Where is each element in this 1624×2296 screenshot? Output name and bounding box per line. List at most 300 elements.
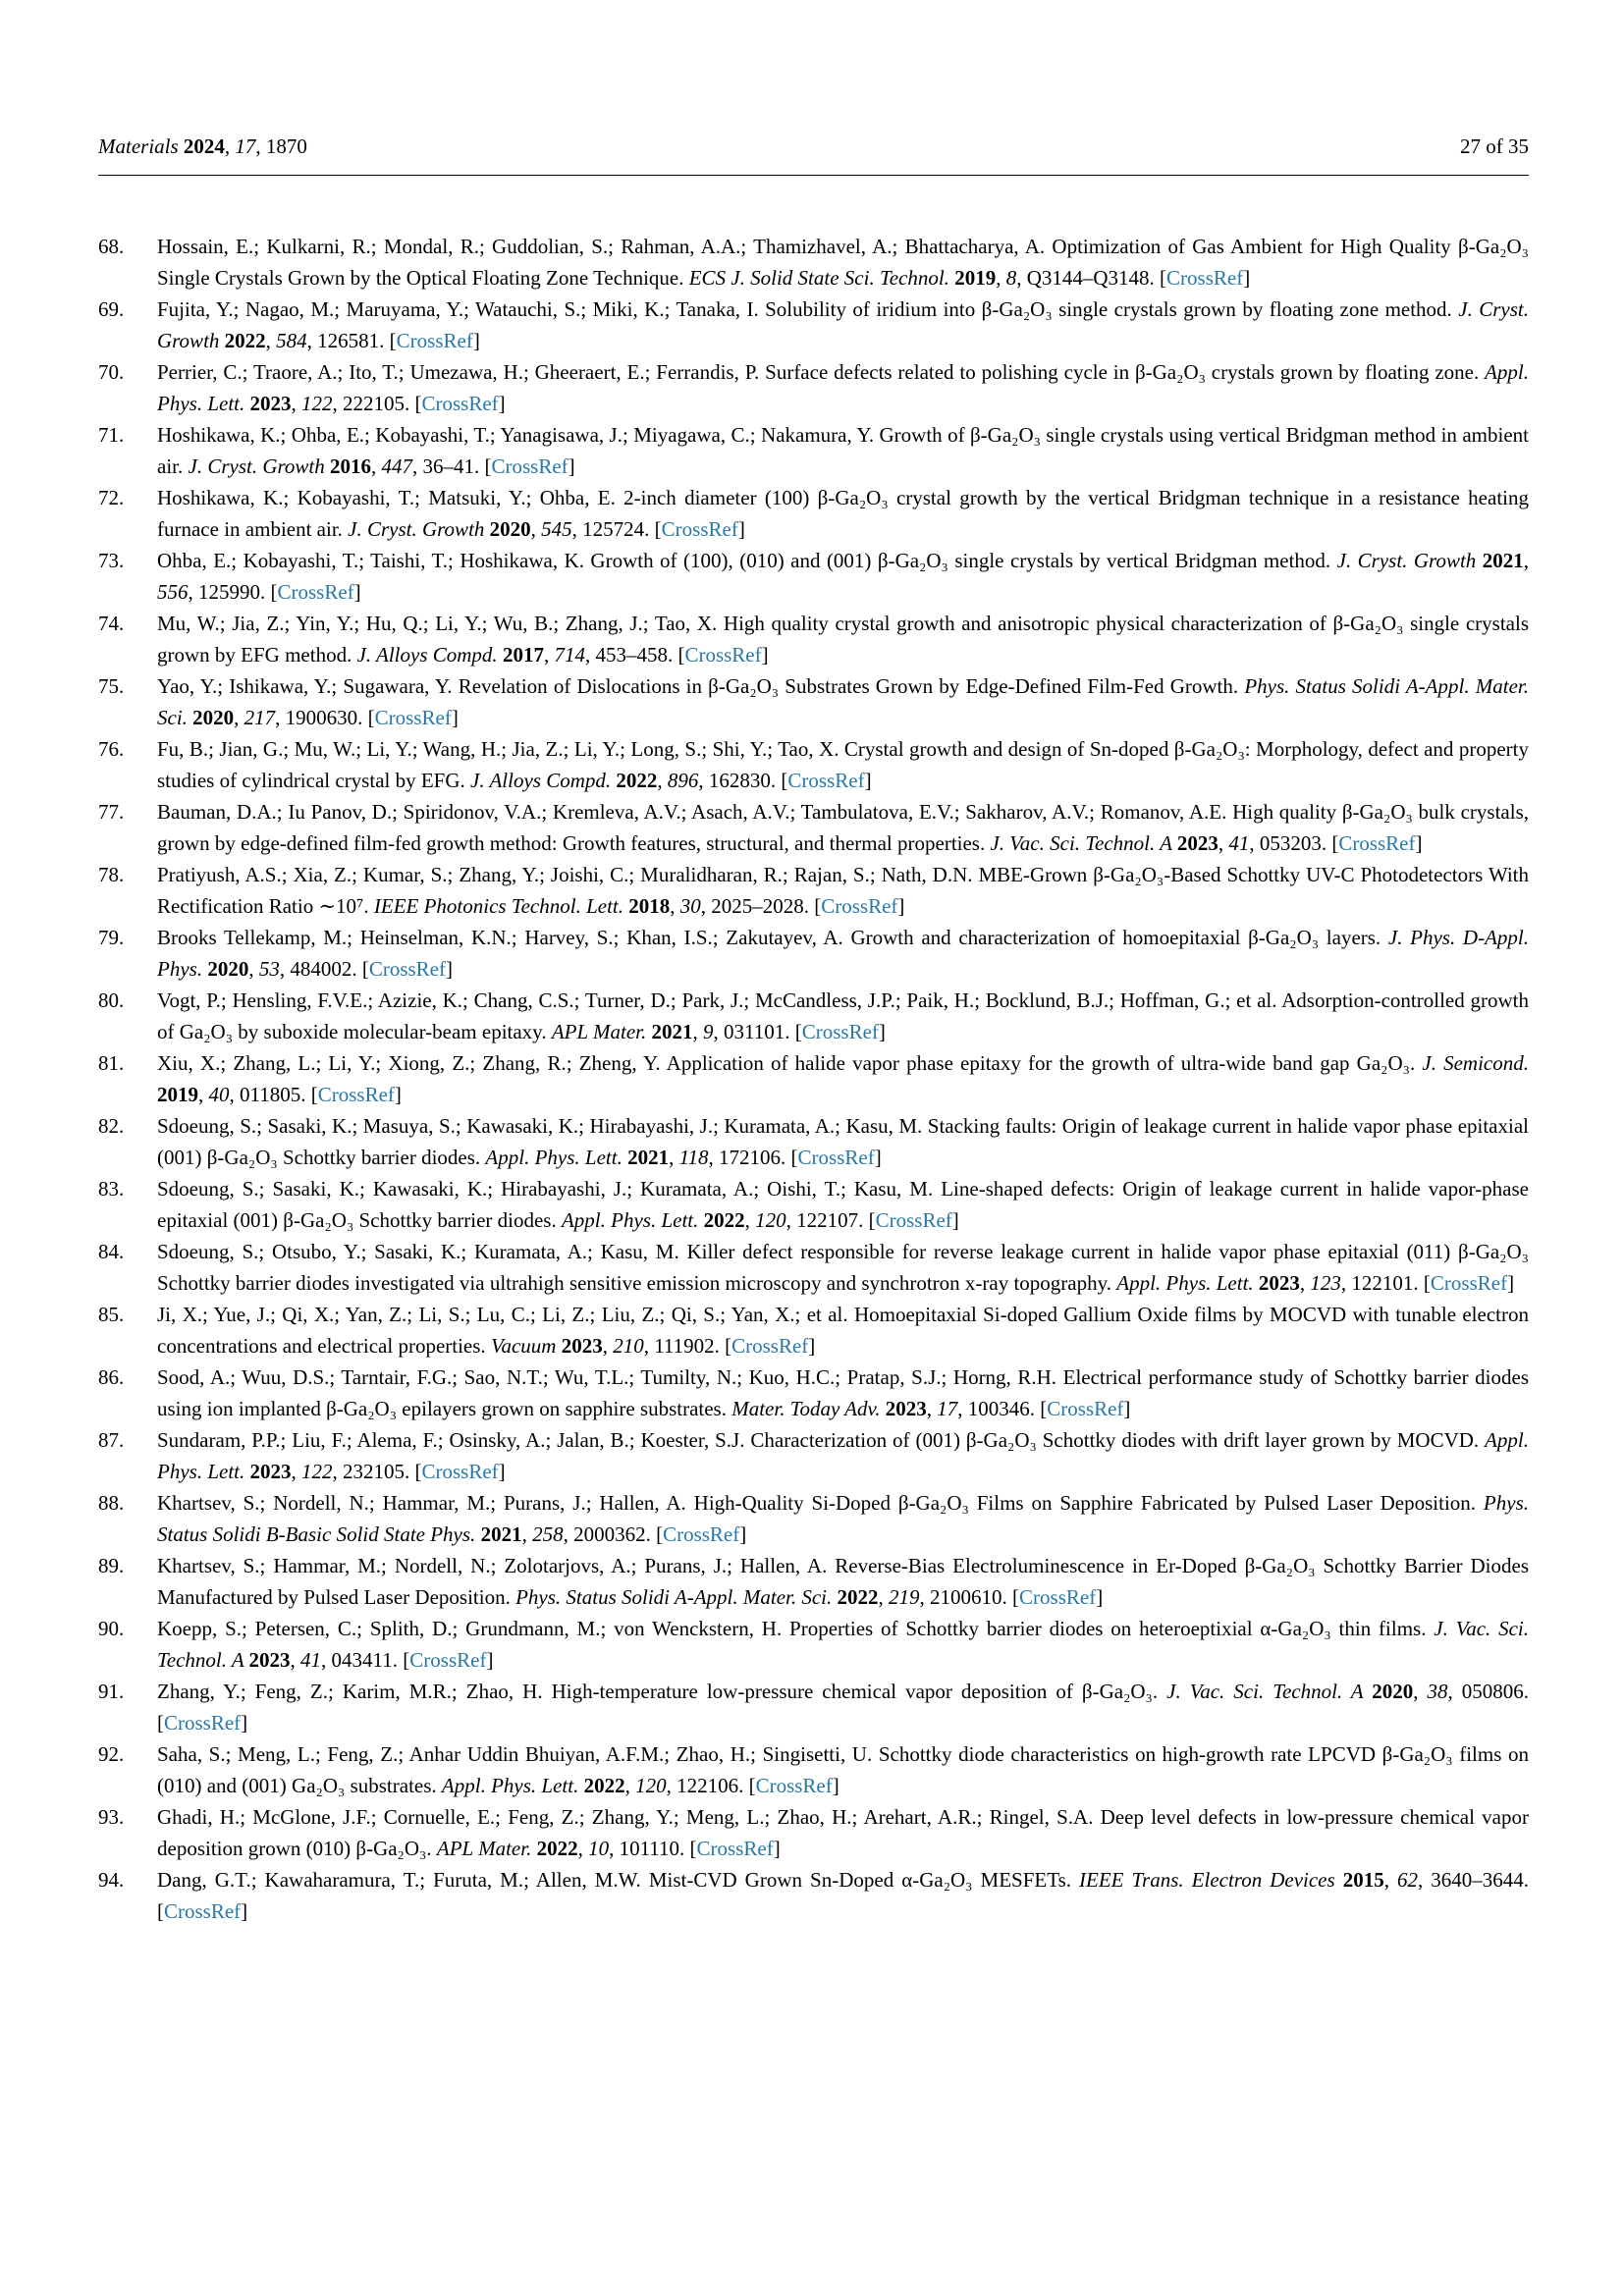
text-segment: , 1900630. [ bbox=[275, 706, 375, 729]
text-segment: ] bbox=[394, 1083, 402, 1106]
reference-text bbox=[157, 608, 1529, 670]
text-segment: 30 bbox=[679, 894, 701, 918]
reference-item bbox=[98, 985, 1529, 1047]
text-segment: Appl. Phys. Lett. bbox=[157, 1428, 1529, 1483]
text-segment: ] bbox=[832, 1774, 839, 1797]
text-segment: , bbox=[248, 957, 259, 981]
text-segment: Sdoeung, S.; Otsubo, Y.; Sasaki, K.; Kuramata, A.; Kasu, M. Killer defect responsible for reverse leakage current in halide vapor phase epitaxial (011) β-Ga₂O₃ Schottky barrier diodes investigated via ultrahigh sensitive emission microscopy and synchrotron x-ray topography. bbox=[157, 1240, 1529, 1295]
text-segment: 2022 bbox=[616, 769, 658, 792]
reference-item bbox=[98, 231, 1529, 294]
reference-number: 79. bbox=[98, 926, 125, 949]
header-divider bbox=[98, 175, 1529, 176]
text-segment: , bbox=[198, 1083, 209, 1106]
text-segment: Saha, S.; Meng, L.; Feng, Z.; Anhar Uddin Bhuiyan, A.F.M.; Zhao, H.; Singisetti, U. Schottky diode characteristics on high-growth rate LPCVD β-Ga₂O₃ films on (010) and (001) Ga₂O₃ substrates. bbox=[157, 1742, 1529, 1797]
reference-text bbox=[157, 1738, 1529, 1801]
reference-text bbox=[157, 231, 1529, 294]
text-segment: , 126581. [ bbox=[306, 329, 397, 352]
text-segment: , bbox=[291, 392, 301, 415]
text-segment: J. Cryst. Growth bbox=[188, 454, 330, 478]
text-segment: , 100346. [ bbox=[957, 1397, 1048, 1420]
text-segment: ] bbox=[878, 1020, 886, 1043]
text-segment: , bbox=[878, 1585, 890, 1609]
reference-text bbox=[157, 859, 1529, 922]
text-segment: , 453–458. [ bbox=[584, 643, 685, 667]
crossref-link[interactable]: CrossRef bbox=[797, 1146, 875, 1169]
reference-item bbox=[98, 1676, 1529, 1738]
text-segment: ] bbox=[498, 1460, 506, 1483]
text-segment: APL Mater. bbox=[436, 1837, 537, 1860]
text-segment: ] bbox=[451, 706, 459, 729]
journal-citation bbox=[98, 133, 307, 159]
text-segment: 53 bbox=[258, 957, 280, 981]
text-segment: 545 bbox=[541, 517, 572, 541]
crossref-link[interactable]: CrossRef bbox=[421, 392, 499, 415]
reference-number: 83. bbox=[98, 1177, 125, 1201]
reference-item bbox=[98, 294, 1529, 356]
text-segment: Yao, Y.; Ishikawa, Y.; Sugawara, Y. Revelation of Dislocations in β-Ga₂O₃ Substrates Grown by Edge-Defined Film-Fed Growth. bbox=[157, 674, 1245, 698]
text-segment: , bbox=[291, 1460, 301, 1483]
reference-text bbox=[157, 482, 1529, 545]
text-segment: , Q3144–Q3148. [ bbox=[1016, 266, 1167, 290]
reference-text bbox=[157, 1362, 1529, 1424]
reference-text bbox=[157, 294, 1529, 356]
text-segment: J. Alloys Compd. bbox=[470, 769, 617, 792]
text-segment: ] bbox=[951, 1208, 959, 1232]
text-segment: Sdoeung, S.; Sasaki, K.; Masuya, S.; Kawasaki, K.; Hirabayashi, J.; Kuramata, A.; Kasu, M. Stacking faults: Origin of leakage current in halide vapor phase epitaxial (001) β-Ga₂O₃ Schottky barrier diodes. bbox=[157, 1114, 1529, 1169]
text-segment: ] bbox=[739, 1522, 747, 1546]
reference-number: 86. bbox=[98, 1365, 125, 1389]
text-segment: 123 bbox=[1310, 1271, 1341, 1295]
crossref-link[interactable]: CrossRef bbox=[317, 1083, 395, 1106]
text-segment: 896 bbox=[667, 769, 699, 792]
text-segment: 120 bbox=[755, 1208, 786, 1232]
reference-text bbox=[157, 1550, 1529, 1613]
crossref-link[interactable]: CrossRef bbox=[421, 1460, 499, 1483]
page-number: 27 of 35 bbox=[1460, 134, 1529, 158]
text-segment: , bbox=[234, 706, 244, 729]
reference-item bbox=[98, 1424, 1529, 1487]
text-segment: 9 bbox=[703, 1020, 714, 1043]
text-segment: , bbox=[521, 1522, 533, 1546]
reference-number: 91. bbox=[98, 1680, 125, 1703]
text-segment: 2024 bbox=[183, 134, 225, 158]
text-segment: 447 bbox=[381, 454, 412, 478]
text-segment: , bbox=[602, 1334, 614, 1358]
reference-item bbox=[98, 545, 1529, 608]
text-segment: Appl. Phys. Lett. bbox=[485, 1146, 628, 1169]
text-segment: ] bbox=[1123, 1397, 1131, 1420]
text-segment: 8 bbox=[1005, 266, 1017, 290]
text-segment: , 011805. [ bbox=[229, 1083, 318, 1106]
reference-text bbox=[157, 1110, 1529, 1173]
reference-text bbox=[157, 545, 1529, 608]
text-segment: , 3640–3644. [ bbox=[157, 1868, 1530, 1923]
text-segment: 2017 bbox=[502, 643, 544, 667]
crossref-link[interactable]: CrossRef bbox=[164, 1899, 242, 1923]
text-segment: 2018 bbox=[628, 894, 671, 918]
text-segment: , 050806. [ bbox=[157, 1680, 1530, 1735]
text-segment: ] bbox=[486, 1648, 494, 1672]
reference-number: 87. bbox=[98, 1428, 125, 1452]
text-segment: Fu, B.; Jian, G.; Mu, W.; Li, Y.; Wang, H.; Jia, Z.; Li, Y.; Long, S.; Shi, Y.; Tao, X. Crystal growth and design of Sn-doped β-Ga₂O₃: Morphology, defect and property studies of cylindrical crystal by EFG. bbox=[157, 737, 1529, 792]
reference-item bbox=[98, 1864, 1529, 1927]
text-segment: Zhang, Y.; Feng, Z.; Karim, M.R.; Zhao, H. High-temperature low-pressure chemical vapor deposition of β-Ga₂O₃. bbox=[157, 1680, 1167, 1703]
reference-number: 68. bbox=[98, 235, 125, 258]
reference-number: 80. bbox=[98, 988, 125, 1012]
text-segment: , bbox=[1218, 831, 1229, 855]
text-segment: 10 bbox=[588, 1837, 610, 1860]
text-segment: , bbox=[577, 1837, 589, 1860]
reference-number: 72. bbox=[98, 486, 125, 509]
reference-item bbox=[98, 1236, 1529, 1299]
text-segment: Xiu, X.; Zhang, L.; Li, Y.; Xiong, Z.; Zhang, R.; Zheng, Y. Application of halide vapor phase epitaxy for the growth of ultra-wide band gap Ga₂O₃. bbox=[157, 1051, 1423, 1075]
text-segment: 258 bbox=[532, 1522, 564, 1546]
reference-item bbox=[98, 482, 1529, 545]
text-segment: , 031101. [ bbox=[713, 1020, 802, 1043]
text-segment: , bbox=[926, 1397, 938, 1420]
reference-item bbox=[98, 356, 1529, 419]
text-segment: 118 bbox=[678, 1146, 709, 1169]
text-segment: 2020 bbox=[207, 957, 249, 981]
text-segment: Hossain, E.; Kulkarni, R.; Mondal, R.; Guddolian, S.; Rahman, A.A.; Thamizhavel, A.; Bhattacharya, A. Optimization of Gas Ambient for High Quality β-Ga₂O₃ Single Crystals Grown by the Optical Floating Zone Technique. bbox=[157, 235, 1529, 290]
text-segment: ] bbox=[874, 1146, 882, 1169]
reference-text bbox=[157, 985, 1529, 1047]
text-segment: 2022 bbox=[536, 1837, 578, 1860]
crossref-link[interactable]: CrossRef bbox=[164, 1711, 242, 1735]
text-segment: Fujita, Y.; Nagao, M.; Maruyama, Y.; Watauchi, S.; Miki, K.; Tanaka, I. Solubility of iridium into β-Ga₂O₃ single crystals grown by floating zone method. bbox=[157, 297, 1459, 321]
text-segment: Bauman, D.A.; Iu Panov, D.; Spiridonov, V.A.; Kremleva, A.V.; Asach, A.V.; Tambulatova, E.V.; Sakharov, A.V.; Romanov, A.E. High quality β-Ga₂O₃ bulk crystals, grown by edge-defined film-fed growth method: Growth features, structural, and thermal properties. bbox=[157, 800, 1529, 855]
reference-number: 74. bbox=[98, 612, 125, 635]
crossref-link[interactable]: CrossRef bbox=[663, 1522, 740, 1546]
text-segment: ] bbox=[1096, 1585, 1104, 1609]
crossref-link[interactable]: CrossRef bbox=[368, 957, 446, 981]
reference-item bbox=[98, 733, 1529, 796]
reference-text bbox=[157, 1047, 1529, 1110]
text-segment: Appl. Phys. Lett. bbox=[157, 360, 1529, 415]
reference-item bbox=[98, 419, 1529, 482]
reference-number: 90. bbox=[98, 1617, 125, 1640]
crossref-link[interactable]: CrossRef bbox=[755, 1774, 833, 1797]
reference-text bbox=[157, 1676, 1529, 1738]
reference-item bbox=[98, 1047, 1529, 1110]
text-segment: 122 bbox=[301, 392, 333, 415]
text-segment: ECS J. Solid State Sci. Technol. bbox=[688, 266, 955, 290]
text-segment: , 1870 bbox=[255, 134, 307, 158]
text-segment: ] bbox=[498, 392, 506, 415]
crossref-link[interactable]: CrossRef bbox=[684, 643, 762, 667]
text-segment: , bbox=[265, 329, 277, 352]
text-segment: , 101110. [ bbox=[609, 1837, 697, 1860]
text-segment: ] bbox=[1415, 831, 1423, 855]
text-segment: 217 bbox=[244, 706, 276, 729]
text-segment: , 2100610. [ bbox=[919, 1585, 1020, 1609]
text-segment: Sundaram, P.P.; Liu, F.; Alema, F.; Osinsky, A.; Jalan, B.; Koester, S.J. Characterization of (001) β-Ga₂O₃ Schottky diodes with drift layer grown by MOCVD. bbox=[157, 1428, 1486, 1452]
crossref-link[interactable]: CrossRef bbox=[801, 1020, 879, 1043]
text-segment: ] bbox=[1243, 266, 1251, 290]
text-segment: Phys. Status Solidi A-Appl. Mater. Sci. bbox=[515, 1585, 838, 1609]
reference-text bbox=[157, 1864, 1529, 1927]
crossref-link[interactable]: CrossRef bbox=[731, 1334, 809, 1358]
text-segment: , 125724. [ bbox=[571, 517, 662, 541]
text-segment: , bbox=[1383, 1868, 1397, 1892]
text-segment: 584 bbox=[276, 329, 307, 352]
text-segment: 2020 bbox=[1372, 1680, 1414, 1703]
reference-item bbox=[98, 1173, 1529, 1236]
text-segment: , bbox=[224, 134, 236, 158]
reference-item bbox=[98, 922, 1529, 985]
text-segment: Appl. Phys. Lett. bbox=[441, 1774, 584, 1797]
text-segment: ] bbox=[864, 769, 872, 792]
text-segment: , 2000362. [ bbox=[563, 1522, 664, 1546]
text-segment: 2021 bbox=[627, 1146, 670, 1169]
text-segment: 714 bbox=[554, 643, 585, 667]
reference-item bbox=[98, 1299, 1529, 1362]
text-segment: , 484002. [ bbox=[279, 957, 369, 981]
text-segment: 2019 bbox=[157, 1083, 198, 1106]
text-segment: 2022 bbox=[837, 1585, 879, 1609]
reference-number: 70. bbox=[98, 360, 125, 384]
text-segment: 219 bbox=[889, 1585, 920, 1609]
text-segment: Ji, X.; Yue, J.; Qi, X.; Yan, Z.; Li, S.; Lu, C.; Li, Z.; Liu, Z.; Qi, S.; Yan, X.; et al. Homoepitaxial Si-doped Gallium Oxide films by MOCVD with tunable electron concentrations and electrical properties. bbox=[157, 1303, 1529, 1358]
reference-item bbox=[98, 1550, 1529, 1613]
text-segment: Hoshikawa, K.; Kobayashi, T.; Matsuki, Y.; Ohba, E. 2-inch diameter (100) β-Ga₂O₃ crystal growth by the vertical Bridgman technique in a resistance heating furnace in ambient air. bbox=[157, 486, 1529, 541]
text-segment: Khartsev, S.; Nordell, N.; Hammar, M.; Purans, J.; Hallen, A. High-Quality Si-Doped β-Ga₂O₃ Films on Sapphire Fabricated by Pulsed Laser Deposition. bbox=[157, 1491, 1484, 1515]
reference-text bbox=[157, 1299, 1529, 1362]
text-segment: 17 bbox=[937, 1397, 958, 1420]
text-segment: , bbox=[744, 1208, 756, 1232]
crossref-link[interactable]: CrossRef bbox=[696, 1837, 774, 1860]
reference-text bbox=[157, 796, 1529, 859]
text-segment: 2021 bbox=[651, 1020, 693, 1043]
text-segment: Mu, W.; Jia, Z.; Yin, Y.; Hu, Q.; Li, Y.; Wu, B.; Zhang, J.; Tao, X. High quality crystal growth and anisotropic physical characterization of β-Ga₂O₃ single crystals grown by EFG method. bbox=[157, 612, 1529, 667]
reference-number: 69. bbox=[98, 297, 125, 321]
text-segment: , 2025–2028. [ bbox=[700, 894, 822, 918]
reference-number: 84. bbox=[98, 1240, 125, 1263]
text-segment: Koepp, S.; Petersen, C.; Splith, D.; Grundmann, M.; von Wenckstern, H. Properties of Schottky barrier diodes on heteroeptixial α-Ga₂O₃ thin films. bbox=[157, 1617, 1435, 1640]
page-header bbox=[98, 133, 1529, 159]
text-segment: J. Vac. Sci. Technol. A bbox=[157, 1617, 1530, 1672]
text-segment: 2023 bbox=[1176, 831, 1218, 855]
text-segment: ] bbox=[568, 454, 575, 478]
text-segment: , 111902. [ bbox=[643, 1334, 732, 1358]
text-segment: Ohba, E.; Kobayashi, T.; Taishi, T.; Hoshikawa, K. Growth of (100), (010) and (001) β-Ga₂O₃ single crystals by vertical Bridgman method. bbox=[157, 549, 1337, 572]
reference-text bbox=[157, 670, 1529, 733]
reference-text bbox=[157, 733, 1529, 796]
text-segment: , 125990. [ bbox=[188, 580, 278, 604]
text-segment: 2021 bbox=[1482, 549, 1524, 572]
text-segment: , 122106. [ bbox=[666, 1774, 756, 1797]
text-segment: J. Semicond. bbox=[1422, 1051, 1529, 1075]
crossref-link[interactable]: CrossRef bbox=[1430, 1271, 1508, 1295]
text-segment: APL Mater. bbox=[551, 1020, 652, 1043]
reference-number: 81. bbox=[98, 1051, 125, 1075]
reference-text bbox=[157, 1236, 1529, 1299]
text-segment: , 122107. [ bbox=[785, 1208, 876, 1232]
crossref-link[interactable]: CrossRef bbox=[491, 454, 568, 478]
reference-number: 85. bbox=[98, 1303, 125, 1326]
text-segment: , bbox=[370, 454, 382, 478]
crossref-link[interactable]: CrossRef bbox=[396, 329, 473, 352]
reference-text bbox=[157, 1424, 1529, 1487]
text-segment: 17 bbox=[235, 134, 256, 158]
reference-number: 77. bbox=[98, 800, 125, 824]
reference-item bbox=[98, 1801, 1529, 1864]
text-segment: , 053203. [ bbox=[1249, 831, 1339, 855]
text-segment: 2021 bbox=[480, 1522, 522, 1546]
text-segment: , bbox=[1299, 1271, 1311, 1295]
text-segment: Materials bbox=[98, 134, 184, 158]
reference-number: 73. bbox=[98, 549, 125, 572]
text-segment: , 172106. [ bbox=[708, 1146, 798, 1169]
text-segment: ] bbox=[737, 517, 745, 541]
text-segment: J. Cryst. Growth bbox=[348, 517, 490, 541]
text-segment: , bbox=[996, 266, 1006, 290]
text-segment: , bbox=[543, 643, 555, 667]
reference-item bbox=[98, 796, 1529, 859]
text-segment: , bbox=[670, 894, 680, 918]
reference-number: 94. bbox=[98, 1868, 125, 1892]
crossref-link[interactable]: CrossRef bbox=[821, 894, 898, 918]
text-segment: J. Phys. D-Appl. Phys. bbox=[157, 926, 1529, 981]
text-segment: , bbox=[1413, 1680, 1428, 1703]
text-segment: , bbox=[669, 1146, 679, 1169]
reference-item bbox=[98, 1110, 1529, 1173]
reference-item bbox=[98, 670, 1529, 733]
text-segment: 2023 bbox=[1258, 1271, 1300, 1295]
text-segment: J. Cryst. Growth bbox=[1336, 549, 1483, 572]
text-segment: Hoshikawa, K.; Ohba, E.; Kobayashi, T.; Yanagisawa, J.; Miyagawa, C.; Nakamura, Y. Growth of β-Ga₂O₃ single crystals using vertical Bridgman method in ambient air. bbox=[157, 423, 1529, 478]
crossref-link[interactable]: CrossRef bbox=[661, 517, 738, 541]
text-segment: Appl. Phys. Lett. bbox=[561, 1208, 704, 1232]
reference-item bbox=[98, 1613, 1529, 1676]
text-segment: Sdoeung, S.; Sasaki, K.; Kawasaki, K.; Hirabayashi, J.; Kuramata, A.; Oishi, T.; Kasu, M. Line-shaped defects: Origin of leakage current in halide vapor-phase epitaxial (001) β-Ga₂O₃ Schottky barrier diodes. bbox=[157, 1177, 1529, 1232]
text-segment: 38 bbox=[1427, 1680, 1448, 1703]
reference-number: 89. bbox=[98, 1554, 125, 1577]
reference-text bbox=[157, 419, 1529, 482]
reference-text bbox=[157, 922, 1529, 985]
text-segment: Perrier, C.; Traore, A.; Ito, T.; Umezawa, H.; Gheeraert, E.; Ferrandis, P. Surface defects related to polishing cycle in β-Ga₂O₃ crystals grown by floating zone. bbox=[157, 360, 1486, 384]
reference-number: 71. bbox=[98, 423, 125, 447]
text-segment: ] bbox=[897, 894, 905, 918]
text-segment: Vogt, P.; Hensling, F.V.E.; Azizie, K.; Chang, C.S.; Turner, D.; Park, J.; McCandless, J.P.; Paik, H.; Bocklund, B.J.; Hoffman, G.; et al. Adsorption-controlled growth of Ga₂O₃ by suboxide molecular-beam epitaxy. bbox=[157, 988, 1529, 1043]
text-segment: IEEE Trans. Electron Devices bbox=[1079, 1868, 1343, 1892]
text-segment: IEEE Photonics Technol. Lett. bbox=[373, 894, 629, 918]
reference-number: 88. bbox=[98, 1491, 125, 1515]
text-segment: , bbox=[290, 1648, 301, 1672]
reference-number: 76. bbox=[98, 737, 125, 761]
reference-text bbox=[157, 1173, 1529, 1236]
text-segment: , bbox=[1523, 549, 1529, 572]
reference-item bbox=[98, 1738, 1529, 1801]
reference-text bbox=[157, 356, 1529, 419]
reference-item bbox=[98, 608, 1529, 670]
text-segment: 41 bbox=[1228, 831, 1250, 855]
text-segment: Sood, A.; Wuu, D.S.; Tarntair, F.G.; Sao, N.T.; Wu, T.L.; Tumilty, N.; Kuo, H.C.; Pratap, S.J.; Horng, R.H. Electrical performance study of Schottky barrier diodes using ion implanted β-Ga₂O₃ epilayers grown on sapphire substrates. bbox=[157, 1365, 1529, 1420]
crossref-link[interactable]: CrossRef bbox=[1166, 266, 1244, 290]
references-list bbox=[98, 231, 1529, 1927]
crossref-link[interactable]: CrossRef bbox=[787, 769, 865, 792]
text-segment: 210 bbox=[613, 1334, 644, 1358]
crossref-link[interactable]: CrossRef bbox=[1047, 1397, 1124, 1420]
text-segment: 556 bbox=[157, 580, 189, 604]
reference-item bbox=[98, 1362, 1529, 1424]
text-segment: , 222105. [ bbox=[332, 392, 422, 415]
text-segment: 2022 bbox=[224, 329, 266, 352]
reference-item bbox=[98, 1487, 1529, 1550]
text-segment: 122 bbox=[301, 1460, 333, 1483]
text-segment: , bbox=[624, 1774, 636, 1797]
crossref-link[interactable]: CrossRef bbox=[875, 1208, 952, 1232]
reference-number: 75. bbox=[98, 674, 125, 698]
crossref-link[interactable]: CrossRef bbox=[409, 1648, 487, 1672]
text-segment: 2023 bbox=[249, 392, 292, 415]
text-segment: , bbox=[692, 1020, 704, 1043]
text-segment: , 043411. [ bbox=[321, 1648, 410, 1672]
text-segment: , bbox=[657, 769, 668, 792]
text-segment: 2023 bbox=[248, 1648, 291, 1672]
text-segment: ] bbox=[241, 1899, 248, 1923]
text-segment: 2016 bbox=[329, 454, 371, 478]
text-segment: 2023 bbox=[249, 1460, 292, 1483]
text-segment: J. Vac. Sci. Technol. A bbox=[990, 831, 1177, 855]
reference-text bbox=[157, 1487, 1529, 1550]
text-segment: Dang, G.T.; Kawaharamura, T.; Furuta, M.; Allen, M.W. Mist-CVD Grown Sn-Doped α-Ga₂O₃ MESFETs. bbox=[157, 1868, 1080, 1892]
text-segment: 120 bbox=[635, 1774, 667, 1797]
text-segment: Khartsev, S.; Hammar, M.; Nordell, N.; Zolotarjovs, A.; Purans, J.; Hallen, A. Reverse-Bias Electroluminescence in Er-Doped β-Ga₂O₃ Schottky Barrier Diodes Manufactured by Pulsed Laser Deposition. bbox=[157, 1554, 1529, 1609]
text-segment: Phys. Status Solidi B-Basic Solid State Phys. bbox=[157, 1491, 1529, 1546]
text-segment: 2022 bbox=[583, 1774, 625, 1797]
text-segment: , 162830. [ bbox=[698, 769, 788, 792]
crossref-link[interactable]: CrossRef bbox=[1338, 831, 1416, 855]
text-segment: 2023 bbox=[561, 1334, 603, 1358]
reference-number: 82. bbox=[98, 1114, 125, 1138]
text-segment: 2022 bbox=[703, 1208, 745, 1232]
text-segment: 62 bbox=[1396, 1868, 1418, 1892]
text-segment: ] bbox=[761, 643, 769, 667]
text-segment: 2019 bbox=[954, 266, 997, 290]
crossref-link[interactable]: CrossRef bbox=[1019, 1585, 1097, 1609]
text-segment: Mater. Today Adv. bbox=[731, 1397, 886, 1420]
reference-number: 93. bbox=[98, 1805, 125, 1829]
text-segment: J. Alloys Compd. bbox=[356, 643, 503, 667]
text-segment: Pratiyush, A.S.; Xia, Z.; Kumar, S.; Zhang, Y.; Joishi, C.; Muralidharan, R.; Rajan, S.; Nath, D.N. MBE-Grown β-Ga₂O₃-Based Schottky UV-C Photodetectors With Rectification Ratio ∼10⁷. bbox=[157, 863, 1529, 918]
text-segment: 40 bbox=[208, 1083, 230, 1106]
text-segment: J. Cryst. Growth bbox=[157, 297, 1530, 352]
reference-text bbox=[157, 1801, 1529, 1864]
text-segment: 2020 bbox=[489, 517, 531, 541]
text-segment: Vacuum bbox=[490, 1334, 562, 1358]
text-segment: , 36–41. [ bbox=[411, 454, 492, 478]
text-segment: ] bbox=[472, 329, 480, 352]
text-segment: ] bbox=[808, 1334, 816, 1358]
reference-number: 92. bbox=[98, 1742, 125, 1766]
text-segment: Brooks Tellekamp, M.; Heinselman, K.N.; Harvey, S.; Khan, I.S.; Zakutayev, A. Growth and characterization of homoepitaxial β-Ga₂O₃ layers. bbox=[157, 926, 1388, 949]
text-segment: ] bbox=[353, 580, 361, 604]
text-segment: , 122101. [ bbox=[1340, 1271, 1431, 1295]
text-segment: 2015 bbox=[1342, 1868, 1384, 1892]
crossref-link[interactable]: CrossRef bbox=[277, 580, 354, 604]
text-segment: , bbox=[530, 517, 542, 541]
text-segment: J. Vac. Sci. Technol. A bbox=[1166, 1680, 1373, 1703]
text-segment: Phys. Status Solidi A-Appl. Mater. Sci. bbox=[157, 674, 1529, 729]
text-segment: ] bbox=[446, 957, 453, 981]
crossref-link[interactable]: CrossRef bbox=[374, 706, 452, 729]
text-segment: ] bbox=[773, 1837, 781, 1860]
text-segment: , 232105. [ bbox=[332, 1460, 422, 1483]
reference-text bbox=[157, 1613, 1529, 1676]
text-segment: 2020 bbox=[192, 706, 235, 729]
reference-item bbox=[98, 859, 1529, 922]
